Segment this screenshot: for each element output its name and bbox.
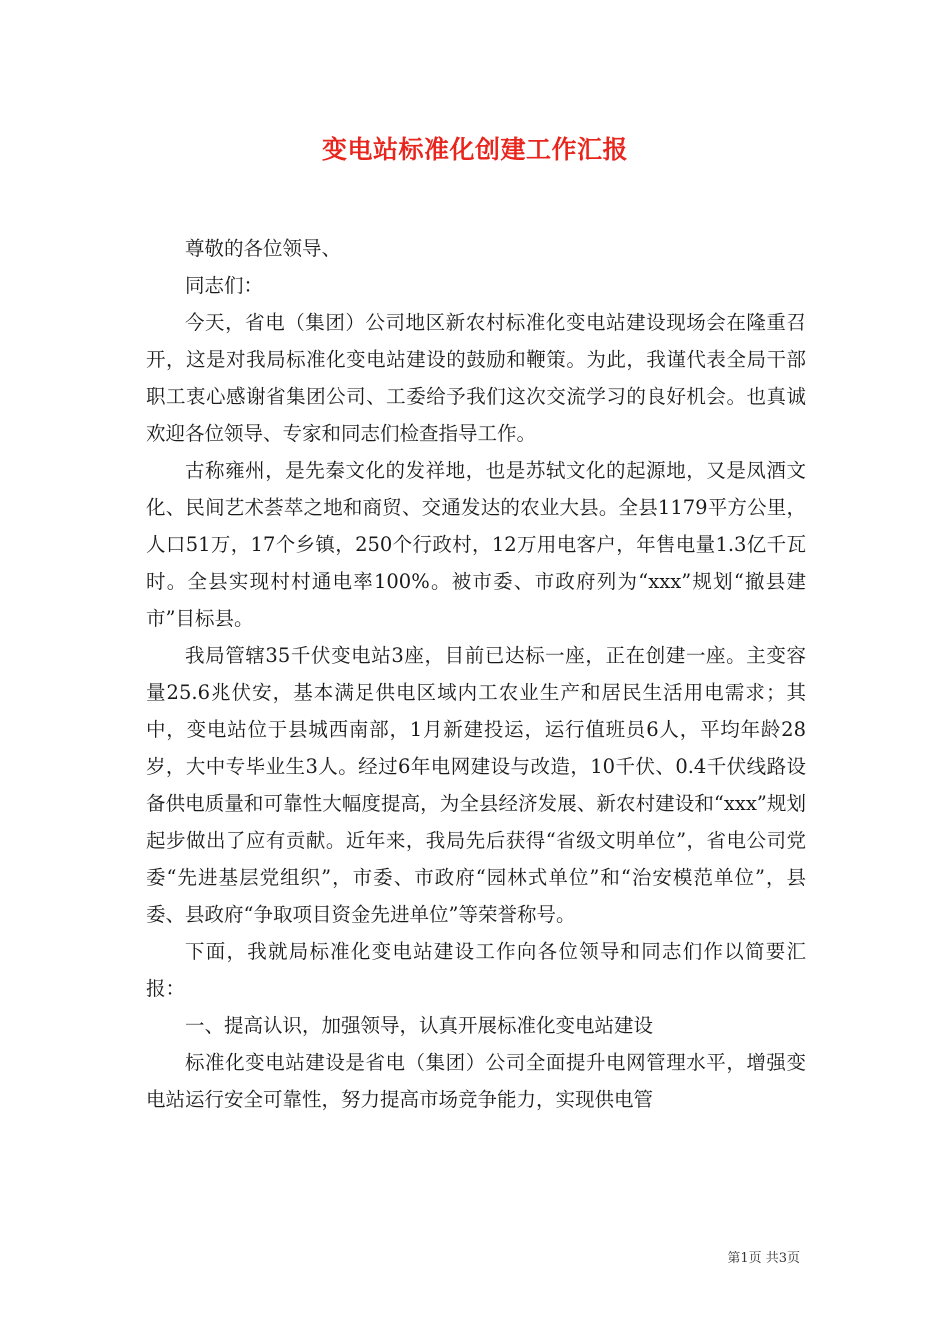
paragraph-standardization: 标准化变电站建设是省电（集团）公司全面提升电网管理水平，增强变电站运行安全可靠性，努力提高市场竞争能力，实现供电管 [146,1051,806,1111]
document-body [146,230,806,1118]
paragraph-substations: 我局管辖35千伏变电站3座，目前已达标一座，正在创建一座。主变容量25.6兆伏安，基本满足供电区域内工农业生产和居民生活用电需求；其中，变电站位于县城西南部，1月新建投运，运行值班员6人，平均年龄28岁，大中专毕业生3人。经过6年电网建设与改造，10千伏、0.4千伏线路设备供电质量和可靠性大幅度提高，为全县经济发展、新农村建设和“xxx”规划起步做出了应有贡献。近年来，我局先后获得“省级文明单位”，省电公司党委“先进基层党组织”，市委、市政府“园林式单位”和“治安模范单位”，县委、县政府“争取项目资金先进单位”等荣誉称号。 [146,644,806,926]
salutation-line-1: 尊敬的各位领导、 [185,237,342,260]
paragraph-report-intro: 下面，我就局标准化变电站建设工作向各位领导和同志们作以简要汇报： [146,940,806,1000]
document-title: 变电站标准化创建工作汇报 [321,135,628,164]
page-number: 第1页 共3页 [727,1251,800,1266]
section-heading-1: 一、提高认识，加强领导，认真开展标准化变电站建设 [185,1014,654,1037]
paragraph-intro: 今天，省电（集团）公司地区新农村标准化变电站建设现场会在隆重召开，这是对我局标准化变电站建设的鼓励和鞭策。为此，我谨代表全局干部职工衷心感谢省集团公司、工委给予我们这次交流学习的良好机会。也真诚欢迎各位领导、专家和同志们检查指导工作。 [146,311,806,445]
salutation-line-2: 同志们： [185,274,264,297]
paragraph-county: 古称雍州，是先秦文化的发祥地，也是苏轼文化的起源地，又是凤酒文化、民间艺术荟萃之地和商贸、交通发达的农业大县。全县1179平方公里，人口51万，17个乡镇，250个行政村，12万用电客户，年售电量1.3亿千瓦时。全县实现村村通电率100%。被市委、市政府列为“xxx”规划“撤县建市”目标县。 [146,459,806,630]
